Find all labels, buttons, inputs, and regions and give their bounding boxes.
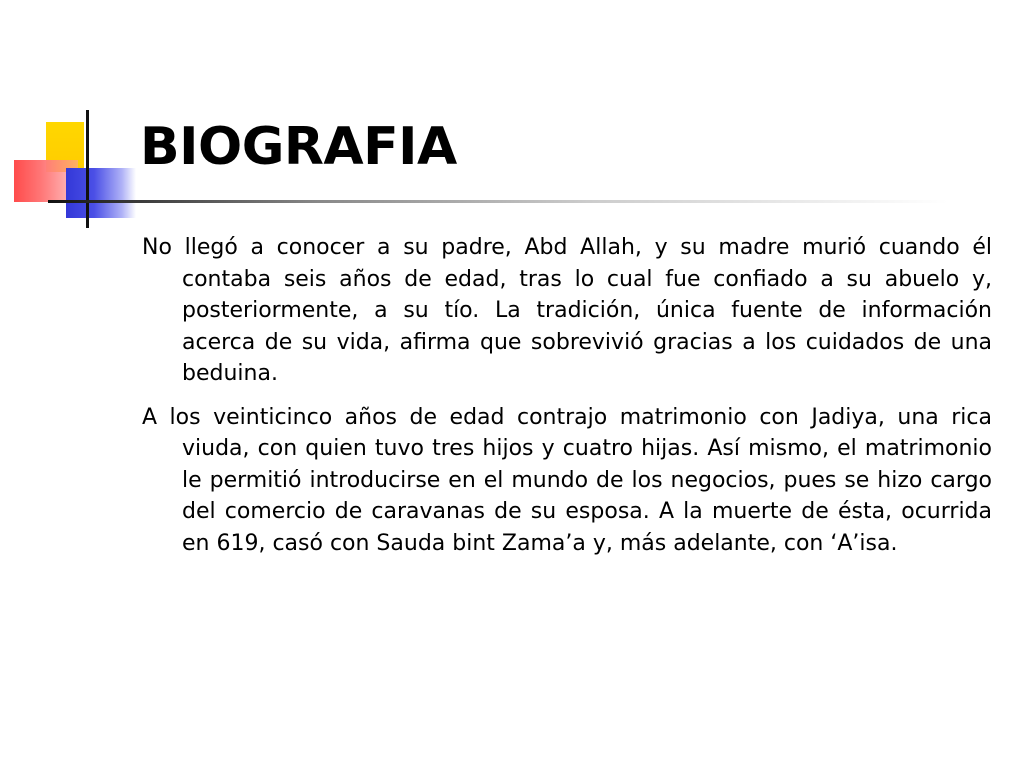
slide-body bbox=[142, 232, 992, 571]
blue-square-shape bbox=[66, 168, 136, 218]
paragraph-childhood: No llegó a conocer a su padre, Abd Allah, y su madre murió cuando él contaba seis años de edad, tras lo cual fue confiado a su abuelo y, posteriormente, a su tío. La tradición, única fuente de información acerca de su vida, afirma que sobrevivió gracias a los cuidados de una beduina. bbox=[142, 235, 992, 386]
vertical-divider-line bbox=[86, 110, 89, 228]
paragraph-marriage: A los veinticinco años de edad contrajo matrimonio con Jadiya, una rica viuda, con quien tuvo tres hijos y cuatro hijas. Así mismo, el matrimonio le permitió introducirse en el mundo de los negocios, pues se hizo cargo del comercio de caravanas de su esposa. A la muerte de ésta, ocurrida en 619, casó con Sauda bint Zama’a y, más adelante, con ‘A’isa. bbox=[142, 404, 992, 556]
decorative-corner-graphic bbox=[0, 0, 140, 240]
title-underline bbox=[48, 200, 948, 203]
slide-title: BIOGRAFIA bbox=[140, 117, 457, 177]
